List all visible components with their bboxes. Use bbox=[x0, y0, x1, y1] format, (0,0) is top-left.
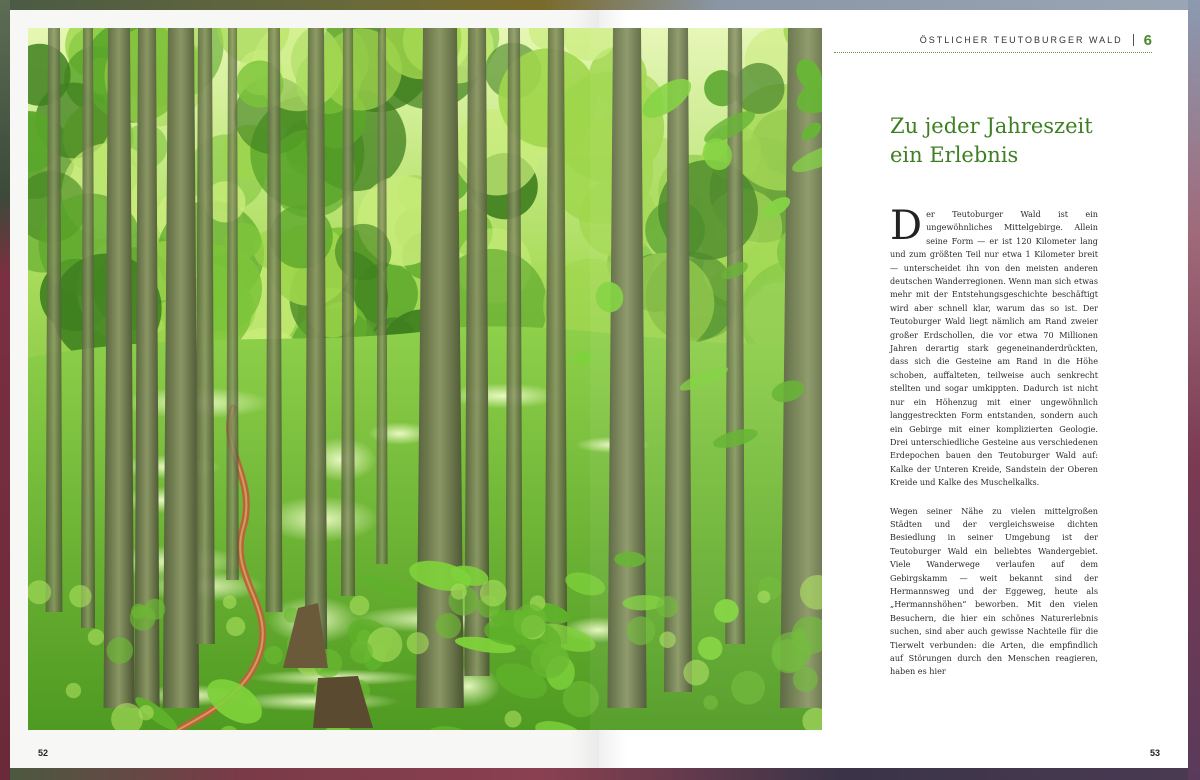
running-head-separator bbox=[1133, 34, 1134, 46]
article-heading bbox=[890, 112, 1098, 170]
paragraph-1-text: er Teutoburger Wald ist ein ungewöhnliches Mittelgebirge. Allein seine Form — er ist 120 Kilometer lang und zum größten Teil nur etwa 1 Kilometer breit — unterscheidet ihn von den meisten anderen deutschen Wanderregionen. Wenn man sich etwas mehr mit der Entstehungsgeschichte beschäftigt wird aber schnell klar, warum das so ist. Der Teutoburger Wald liegt nämlich am Rand zweier großer Erdschollen, die vor etwa 70 Millionen Jahren derartig stark gegeneinanderdrückten, dass sich die Gesteine am Rand in die Höhe schoben, auffalteten, teilweise auch senkrecht stellten und sogar umkippten. Dadurch ist nicht nur ein Höhenzug mit einer ungewöhnlich langgestreckten Form entstanden, sondern auch ein Gebirge mit einer komplizierten Geologie. Drei unterschiedliche Gesteine aus verschiedenen Erdepochen bauen den Teutoburger Wald auf: Kalke der Unteren Kreide, Sandstein der Oberen Kreide und Kalke des Muschelkalks. bbox=[890, 209, 1098, 488]
page-number-right: 53 bbox=[1149, 748, 1160, 758]
tree-trunk bbox=[163, 28, 199, 708]
ground-plant bbox=[350, 596, 370, 616]
forest-illustration bbox=[28, 28, 822, 730]
page-number-left: 52 bbox=[38, 748, 49, 758]
ground-plant bbox=[88, 629, 104, 645]
ground-plant bbox=[107, 637, 134, 664]
tree-trunk bbox=[104, 28, 135, 708]
article bbox=[890, 112, 1098, 694]
ground-plant bbox=[264, 646, 282, 664]
sunlight-patch bbox=[445, 383, 561, 408]
ground-plant bbox=[435, 613, 461, 639]
ground-plant bbox=[69, 585, 91, 607]
tree-trunk bbox=[376, 28, 387, 564]
gutter-highlight bbox=[590, 28, 822, 730]
running-head-title: ÖSTLICHER TEUTOBURGER WALD bbox=[919, 35, 1123, 45]
background-strip-bottom bbox=[0, 766, 1200, 780]
canopy-leaf-cluster bbox=[320, 28, 402, 110]
ground-plant bbox=[513, 604, 547, 638]
heading-line-1: Zu jeder Jahreszeit bbox=[890, 114, 1093, 138]
tree-trunk bbox=[305, 28, 327, 660]
ground-plant bbox=[451, 583, 467, 599]
heading-line-2: ein Erlebnis bbox=[890, 143, 1019, 167]
ground-plant bbox=[505, 711, 522, 728]
article-paragraph-1 bbox=[890, 203, 1098, 490]
tree-trunk bbox=[545, 28, 567, 644]
tree-trunk bbox=[195, 28, 215, 644]
background-edge-right bbox=[1188, 0, 1200, 780]
tree-trunk bbox=[46, 28, 63, 612]
ground-plant bbox=[407, 632, 429, 654]
tree-trunk bbox=[506, 28, 523, 612]
ground-plant bbox=[367, 627, 402, 662]
tree-trunk bbox=[81, 28, 95, 628]
ground-plant bbox=[480, 580, 507, 607]
ground-plant bbox=[130, 605, 156, 631]
ground-plant bbox=[223, 595, 237, 609]
ground-plant bbox=[540, 645, 569, 674]
chapter-number: 6 bbox=[1143, 31, 1152, 49]
tree-trunk bbox=[341, 28, 355, 596]
drop-cap: D bbox=[890, 203, 923, 249]
ground-plant bbox=[66, 683, 81, 698]
ground-plant bbox=[28, 580, 51, 604]
ground-plant bbox=[226, 617, 245, 636]
running-head bbox=[834, 28, 1152, 53]
article-paragraph-2: Wegen seiner Nähe zu vielen mittelgroßen Städten und der vergleichsweise dichten Besiedlung in seiner Umgebung ist der Teutoburger Wald ein beliebtes Wandergebiet. Viele Wanderwege verlaufen auf dem Gebirgskamm — weit bekannt sind der Hermannsweg und der Eggeweg, heute als „Hermannshöhen“ beworben. Mit den vielen Besuchern, die hier ein schönes Naturerlebnis suchen, sind aber auch gewisse Nachteile für die Tierwelt verbunden: die Arten, die empfindlich auf Störungen durch den Menschen reagieren, haben es hier bbox=[890, 505, 1098, 677]
background-edge-left bbox=[0, 0, 10, 780]
ground-plant bbox=[350, 641, 373, 664]
tree-trunk bbox=[266, 28, 283, 612]
forest-photo bbox=[28, 28, 822, 730]
tree-trunk bbox=[226, 28, 239, 580]
